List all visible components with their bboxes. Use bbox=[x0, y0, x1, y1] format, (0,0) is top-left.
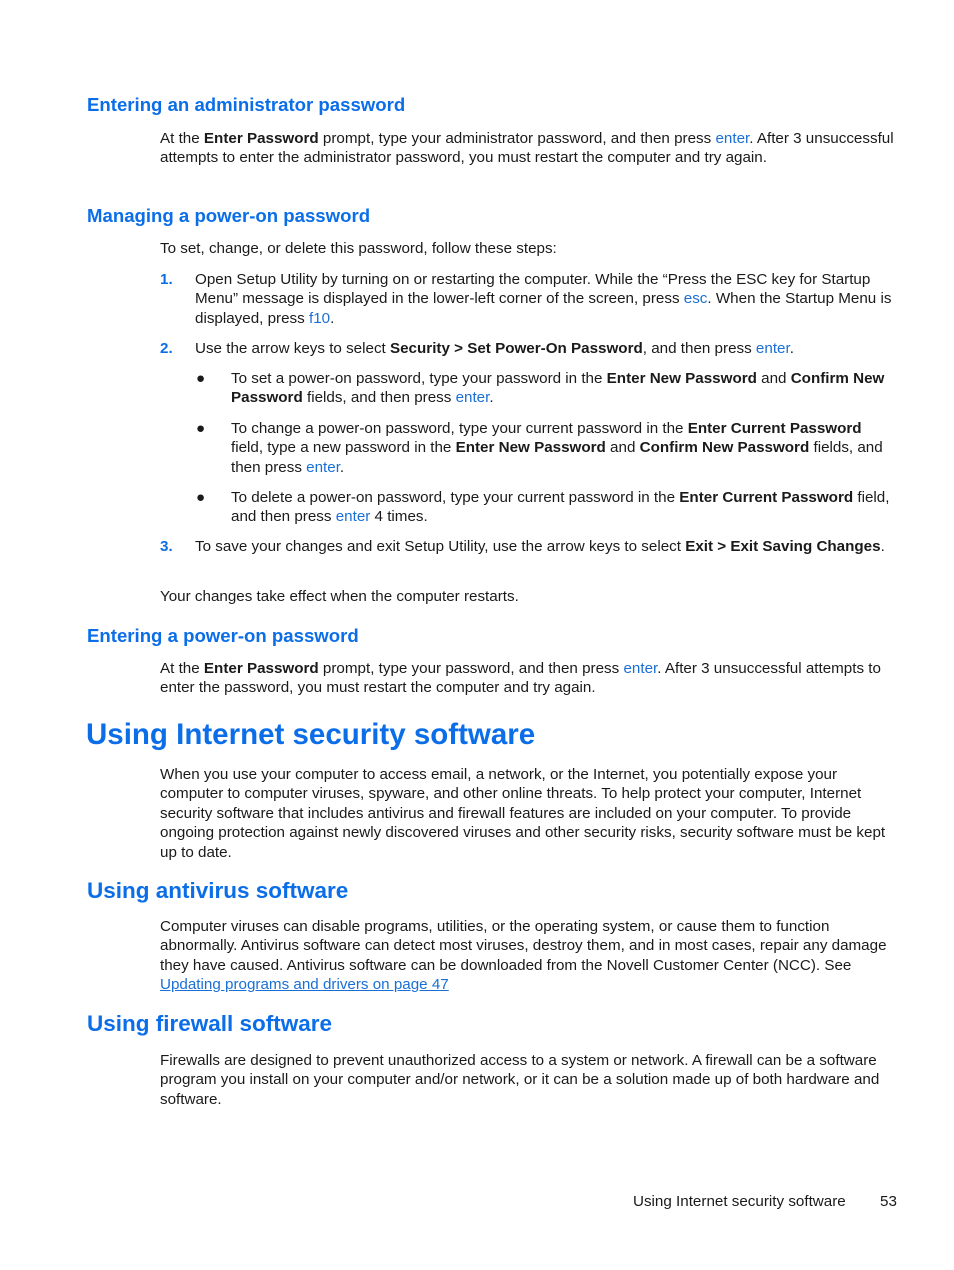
page-number: 53 bbox=[880, 1193, 897, 1210]
bullet-3-text: To delete a power-on password, type your current password in the Enter Current Password field, and then press enter 4 times. bbox=[231, 489, 890, 526]
key-enter: enter bbox=[306, 458, 340, 476]
step-number-3: 3. bbox=[160, 538, 173, 555]
paragraph-enter-power-on: At the Enter Password prompt, type your password, and then press enter. After 3 unsuccessful attempts to enter the password, you must restart the computer and try again. bbox=[160, 660, 881, 697]
paragraph-internet-security: When you use your computer to access email, a network, or the Internet, you potentially expose your computer to computer viruses, spyware, and other online threats. To help protect your computer, Internet security software that includes antivirus and firewall features are included on your computer. To provide ongoing protection against newly discovered viruses and other security risks, security software must be kept up to date. bbox=[160, 766, 886, 861]
step-2-text: Use the arrow keys to select Security > Set Power-On Password, and then press enter. bbox=[195, 340, 794, 357]
step-number-1: 1. bbox=[160, 271, 173, 288]
paragraph-manage-intro: To set, change, or delete this password, follow these steps: bbox=[160, 240, 557, 257]
paragraph-antivirus: Computer viruses can disable programs, utilities, or the operating system, or cause them to function abnormally. Antivirus software can detect most viruses, destroy them, and in most cases, repair any damage they have caused. Antivirus software can be downloaded from the Novell Customer Center (NCC). See Updating programs and drivers on page 47 bbox=[160, 918, 887, 994]
step-1-text: Open Setup Utility by turning on or restarting the computer. While the “Press the ESC key for Startup Menu” message is displayed in the lower-left corner of the screen, press esc. When the Startup Menu is displayed, press f10. bbox=[195, 271, 892, 327]
paragraph-admin-password: At the Enter Password prompt, type your administrator password, and then press enter. After 3 unsuccessful attempts to enter the administrator password, you must restart the computer and try again. bbox=[160, 130, 894, 167]
key-enter: enter bbox=[715, 130, 750, 147]
key-enter: enter bbox=[623, 660, 658, 677]
bullet-2: ● bbox=[196, 420, 206, 437]
heading-admin-password: Entering an administrator password bbox=[87, 94, 406, 115]
paragraph-firewall: Firewalls are designed to prevent unauthorized access to a system or network. A firewall can be a software program you install on your computer and/or network, or it can be a solution made up of both hardware and software. bbox=[160, 1052, 880, 1108]
heading-managing-power-on-password: Managing a power-on password bbox=[87, 205, 371, 226]
key-f10: f10 bbox=[308, 309, 331, 327]
key-enter: enter bbox=[755, 340, 790, 357]
paragraph-manage-outro: Your changes take effect when the computer restarts. bbox=[160, 588, 519, 605]
step-3-text: To save your changes and exit Setup Utility, use the arrow keys to select Exit > Exit Saving Changes. bbox=[195, 538, 885, 555]
key-enter: enter bbox=[335, 508, 371, 526]
footer-section-title: Using Internet security software bbox=[633, 1193, 846, 1210]
bullet-1: ● bbox=[196, 370, 206, 387]
key-enter: enter bbox=[455, 389, 490, 407]
step-number-2: 2. bbox=[160, 340, 173, 357]
heading-entering-power-on-password: Entering a power-on password bbox=[87, 625, 359, 646]
link-updating-programs[interactable]: Updating programs and drivers on page 47 bbox=[160, 976, 449, 994]
bullet-2-text: To change a power-on password, type your current password in the Enter Current Password field, type a new password in the Enter New Password and Confirm New Password fields, and then press enter. bbox=[231, 420, 883, 476]
heading-internet-security: Using Internet security software bbox=[86, 718, 536, 751]
heading-antivirus: Using antivirus software bbox=[87, 878, 349, 903]
bullet-1-text: To set a power-on password, type your password in the Enter New Password and Confirm New Password fields, and then press enter. bbox=[231, 370, 885, 407]
heading-firewall: Using firewall software bbox=[87, 1011, 333, 1036]
key-esc: esc bbox=[683, 290, 708, 308]
bullet-3: ● bbox=[196, 489, 206, 506]
